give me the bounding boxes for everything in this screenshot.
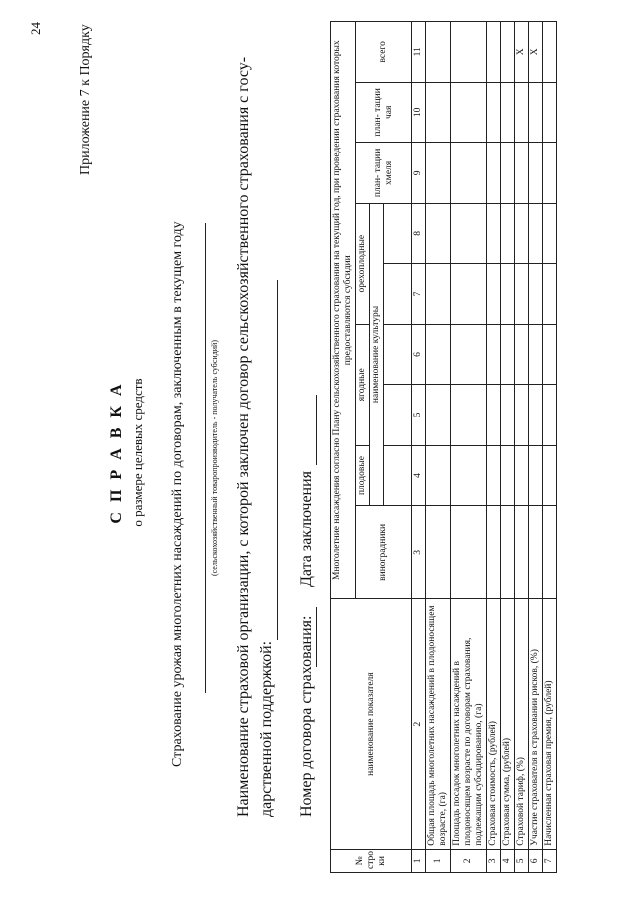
row-label: Начисленная страховая премия, (рублей): [543, 599, 557, 849]
producer-fill-line: [205, 223, 206, 693]
value-cell: [501, 445, 515, 506]
insurance-type-line: Страхование урожая многолетних насаждений по договорам, заключенным в текущем году: [170, 221, 185, 767]
row-number: 6: [529, 849, 543, 872]
table-row: [515, 22, 529, 873]
header-culture-cell: [384, 264, 412, 325]
value-cell: [515, 445, 529, 506]
header-plantacii-hmelya: план- тации хмеля: [356, 143, 412, 204]
value-cell: [451, 324, 487, 385]
value-cell: [515, 203, 529, 264]
value-cell: [451, 203, 487, 264]
value-cell: [487, 82, 501, 143]
row-number: 3: [487, 849, 501, 872]
value-cell: [515, 385, 529, 446]
insurer-fill-line: [277, 280, 278, 640]
row-label: Страховая сумма, (рублей): [501, 599, 515, 849]
row-number: 5: [515, 849, 529, 872]
value-cell: [529, 203, 543, 264]
document-title: С П Р А В К А: [108, 381, 125, 524]
header-culture-cell: [384, 324, 412, 385]
total-cell: [501, 22, 515, 83]
row-label: Участие страхователя в страховании рисков, (%): [529, 599, 543, 849]
total-cell: [426, 22, 451, 83]
document-subtitle: о размере целевых средств: [130, 378, 145, 527]
value-cell: [501, 324, 515, 385]
producer-caption: (сельскохозяйственный товаропроизводитель - получатель субсидий): [210, 340, 219, 576]
column-number-cell: 11: [412, 22, 426, 83]
value-cell: [426, 143, 451, 204]
header-naimenovanie-kultury: наименование культуры: [370, 203, 384, 506]
value-cell: [451, 506, 487, 599]
value-cell: [501, 264, 515, 325]
value-cell: [543, 264, 557, 325]
value-cell: [426, 264, 451, 325]
page-number: 24: [28, 22, 43, 35]
contract-date-fill-line: [316, 395, 317, 465]
value-cell: [543, 82, 557, 143]
value-cell: [487, 203, 501, 264]
header-culture-cell: [384, 203, 412, 264]
value-cell: [529, 143, 543, 204]
total-cell: Х: [515, 22, 529, 83]
subsidy-table: [330, 21, 557, 873]
column-number-cell: 5: [412, 385, 426, 446]
table-row: [501, 22, 515, 873]
header-plantacii-chaya: план- тации чая: [356, 82, 412, 143]
contract-number-fill-line: [316, 607, 317, 667]
header-vinogradniki: виноградники: [356, 506, 412, 599]
value-cell: [501, 506, 515, 599]
value-cell: [543, 385, 557, 446]
insurer-name-label: Наименование страховой организации, с которой заключен договор сельскохозяйственного страхования с госу-: [235, 56, 252, 817]
total-cell: [451, 22, 487, 83]
row-number: 7: [543, 849, 557, 872]
total-cell: [543, 22, 557, 83]
row-number: 2: [451, 849, 487, 872]
table-row: [426, 22, 451, 873]
value-cell: [451, 385, 487, 446]
total-cell: Х: [529, 22, 543, 83]
value-cell: [501, 82, 515, 143]
value-cell: [515, 324, 529, 385]
column-number-cell: 4: [412, 445, 426, 506]
header-culture-cell: [384, 445, 412, 506]
value-cell: [426, 203, 451, 264]
value-cell: [487, 324, 501, 385]
value-cell: [543, 445, 557, 506]
value-cell: [515, 264, 529, 325]
value-cell: [529, 385, 543, 446]
value-cell: [426, 445, 451, 506]
value-cell: [529, 445, 543, 506]
column-number-cell: 6: [412, 324, 426, 385]
row-number: 4: [501, 849, 515, 872]
value-cell: [515, 506, 529, 599]
column-number-cell: 7: [412, 264, 426, 325]
appendix-label: Приложение 7 к Порядку: [78, 24, 93, 175]
header-culture-cell: [384, 385, 412, 446]
value-cell: [543, 143, 557, 204]
row-label: Страховая стоимость, (рублей): [487, 599, 501, 849]
value-cell: [487, 506, 501, 599]
value-cell: [487, 264, 501, 325]
value-cell: [543, 506, 557, 599]
table-row: [529, 22, 543, 873]
column-number-cell: 9: [412, 143, 426, 204]
insurer-name-label-cont: дарственной поддержкой:: [258, 640, 275, 817]
value-cell: [451, 445, 487, 506]
value-cell: [543, 203, 557, 264]
row-label: Площадь посадок многолетних насаждений в плодоносящем возрасте по договорам страхования, подлежащим субсидированию, (га): [451, 599, 487, 849]
contract-date-label: Дата заключения: [298, 470, 315, 587]
value-cell: [501, 203, 515, 264]
column-number-cell: 1: [412, 849, 426, 872]
value-cell: [515, 143, 529, 204]
column-number-cell: 10: [412, 82, 426, 143]
value-cell: [451, 82, 487, 143]
row-number: 1: [426, 849, 451, 872]
value-cell: [426, 385, 451, 446]
column-number-row: [412, 22, 426, 873]
value-cell: [451, 264, 487, 325]
value-cell: [529, 506, 543, 599]
value-cell: [515, 82, 529, 143]
header-row-number: № стро ки: [331, 849, 412, 872]
value-cell: [487, 385, 501, 446]
column-number-cell: 2: [412, 599, 426, 849]
table-row: [543, 22, 557, 873]
value-cell: [501, 385, 515, 446]
value-cell: [487, 143, 501, 204]
value-cell: [451, 143, 487, 204]
row-label: Страховой тариф, (%): [515, 599, 529, 849]
value-cell: [543, 324, 557, 385]
header-yagodnye: ягодные: [356, 324, 370, 445]
contract-number-label: Номер договора страхования:: [298, 615, 315, 817]
table-row: [451, 22, 487, 873]
header-vsego: всего: [356, 22, 412, 83]
header-indicator: наименование показателя: [331, 599, 412, 849]
value-cell: [487, 445, 501, 506]
value-cell: [529, 82, 543, 143]
value-cell: [426, 324, 451, 385]
header-orehoplodnye: орехоплодные: [356, 203, 370, 324]
value-cell: [529, 324, 543, 385]
total-cell: [487, 22, 501, 83]
value-cell: [426, 82, 451, 143]
value-cell: [501, 143, 515, 204]
value-cell: [426, 506, 451, 599]
header-plodovye: плодовые: [356, 445, 370, 506]
table-body: [426, 22, 557, 873]
header-group: Многолетние насаждения согласно Плану сельскохозяйственного страхования на текущий год, при проведении страхования которых предоставляются субсидии: [331, 22, 356, 599]
table-row: [487, 22, 501, 873]
value-cell: [529, 264, 543, 325]
row-label: Общая площадь многолетних насаждений в плодоносящем возрасте, (га): [426, 599, 451, 849]
column-number-cell: 8: [412, 203, 426, 264]
column-number-cell: 3: [412, 506, 426, 599]
